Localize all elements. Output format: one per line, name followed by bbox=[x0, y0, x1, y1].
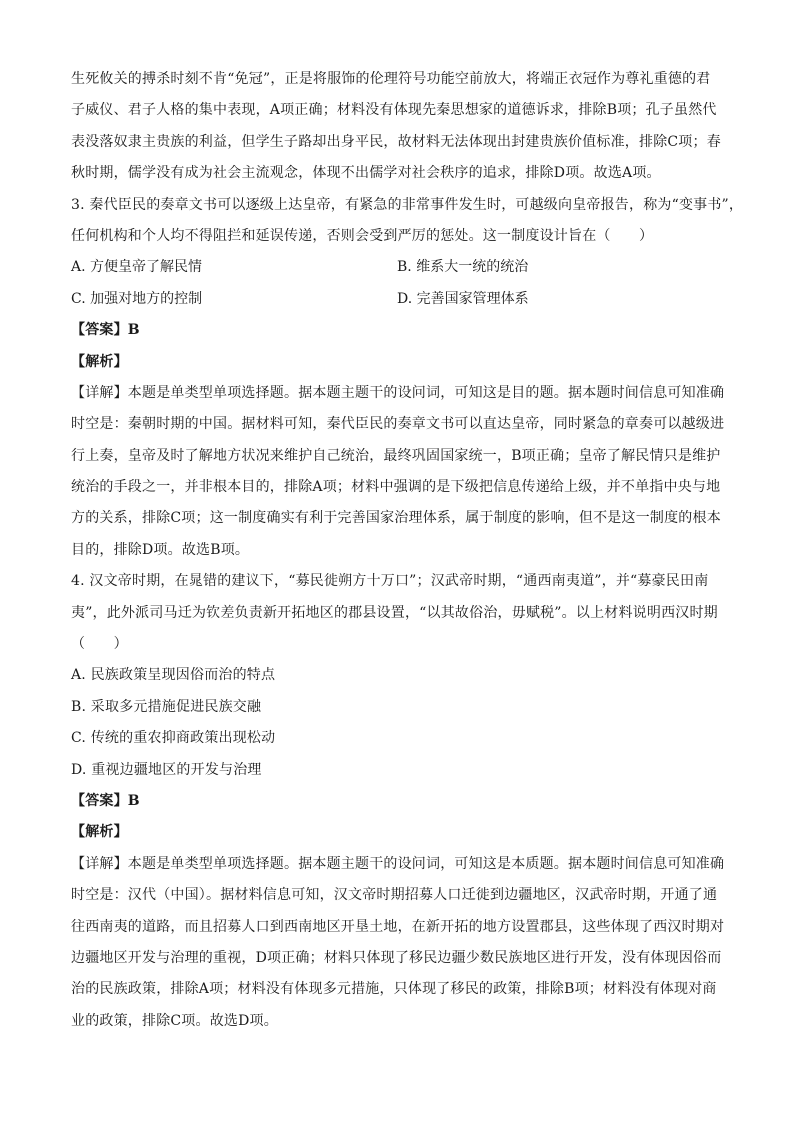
text-line: 业的政策，排除C项。故选D项。 bbox=[71, 1012, 278, 1029]
text-line: 秋时期，儒学没有成为社会主流观念，体现不出儒学对社会秩序的追求，排除D项。故选A项。 bbox=[71, 165, 661, 182]
text-line: 治的民族政策，排除A项；材料没有体现多元措施，只体现了移民的政策，排除B项；材料没有体现对商 bbox=[71, 981, 717, 998]
question-3 bbox=[71, 190, 744, 567]
option-b: B. 采取多元措施促进民族交融 bbox=[71, 698, 262, 715]
question-stem-line: （ ） bbox=[71, 636, 128, 653]
text-line: 方的关系，排除C项；这一制度确实有利于完善国家治理体系，属于制度的影响，但不是这一制度的根本 bbox=[71, 510, 721, 527]
document-page bbox=[71, 64, 744, 1037]
option-c: C. 加强对地方的控制 bbox=[71, 290, 203, 307]
text-line: 时空是：汉代（中国）。据材料信息可知，汉文帝时期招募人口迁徙到边疆地区，汉武帝时期，开通了通 bbox=[71, 887, 718, 904]
option-b: B. 维系大一统的统治 bbox=[397, 259, 529, 276]
text-line: 统治的手段之一，并非根本目的，排除A项；材料中强调的是下级把信息传递给上级，并不单指中央与地 bbox=[71, 479, 721, 496]
text-line: 子威仪、君子人格的集中表现，A项正确；材料没有体现先秦思想家的道德诉求，排除B项；孔子虽然代 bbox=[71, 102, 717, 119]
answer-label: 【答案】B bbox=[71, 792, 140, 809]
option-a: A. 方便皇帝了解民情 bbox=[71, 259, 203, 276]
options-row bbox=[71, 252, 731, 283]
intro-paragraph bbox=[71, 64, 731, 190]
text-line: 表没落奴隶主贵族的利益，但学生子路却出身平民，故材料无法体现出封建贵族价值标准，排除C项；春 bbox=[71, 133, 721, 150]
detail-paragraph bbox=[71, 378, 731, 566]
question-stem-line: 任何机构和个人均不得阻拦和延误传递，否则会受到严厉的惩处。这一制度设计旨在（ ） bbox=[71, 227, 654, 244]
text-line: 生死攸关的搏杀时刻不肯“免冠”，正是将服饰的伦理符号功能空前放大，将端正衣冠作为尊礼重德的君 bbox=[71, 71, 711, 87]
text-line: 目的，排除D项。故选B项。 bbox=[71, 541, 250, 558]
answer-label: 【答案】B bbox=[71, 322, 140, 339]
analysis-label: 【解析】 bbox=[71, 824, 128, 841]
analysis-label: 【解析】 bbox=[71, 353, 128, 370]
option-a: A. 民族政策呈现因俗而治的特点 bbox=[71, 667, 276, 684]
text-line: 行上奏，皇帝及时了解地方状况来维护自己统治，最终巩固国家统一，B项正确；皇帝了解民情只是维护 bbox=[71, 447, 721, 464]
question-stem-line: 3. 秦代臣民的奏章文书可以逐级上达皇帝，有紧急的非常事件发生时，可越级向皇帝报告，称为“变事书”， bbox=[71, 196, 744, 213]
text-line: 时空是：秦朝时期的中国。据材料可知，秦代臣民的奏章文书可以直达皇帝，同时紧急的章奏可以越级进 bbox=[71, 416, 725, 433]
detail-paragraph bbox=[71, 849, 731, 1037]
question-stem-line: 4. 汉文帝时期，在晁错的建议下，“募民徙朔方十万口”；汉武帝时期，“通西南夷道”，并“募豪民田南 bbox=[71, 573, 709, 590]
option-c: C. 传统的重农抑商政策出现松动 bbox=[71, 730, 276, 747]
options-row bbox=[71, 284, 731, 315]
question-stem-line: 夷”，此外派司马迁为钦差负责新开拓地区的郡县设置，“以其故俗治，毋赋税”。以上材料说明西汉时期 bbox=[71, 604, 718, 621]
question-4 bbox=[71, 566, 731, 1037]
text-line: 边疆地区开发与治理的重视，D项正确；材料只体现了移民边疆少数民族地区进行开发，没有体现因俗而 bbox=[71, 949, 722, 966]
text-line: 往西南夷的道路，而且招募人口到西南地区开垦土地，在新开拓的地方设置郡县，这些体现了西汉时期对 bbox=[71, 918, 725, 935]
option-d: D. 重视边疆地区的开发与治理 bbox=[71, 761, 262, 778]
text-line: 【详解】本题是单类型单项选择题。据本题主题干的设问词，可知这是本质题。据本题时间信息可知准确 bbox=[71, 855, 725, 872]
option-d: D. 完善国家管理体系 bbox=[397, 290, 529, 307]
text-line: 【详解】本题是单类型单项选择题。据本题主题干的设问词，可知这是目的题。据本题时间信息可知准确 bbox=[71, 384, 725, 401]
